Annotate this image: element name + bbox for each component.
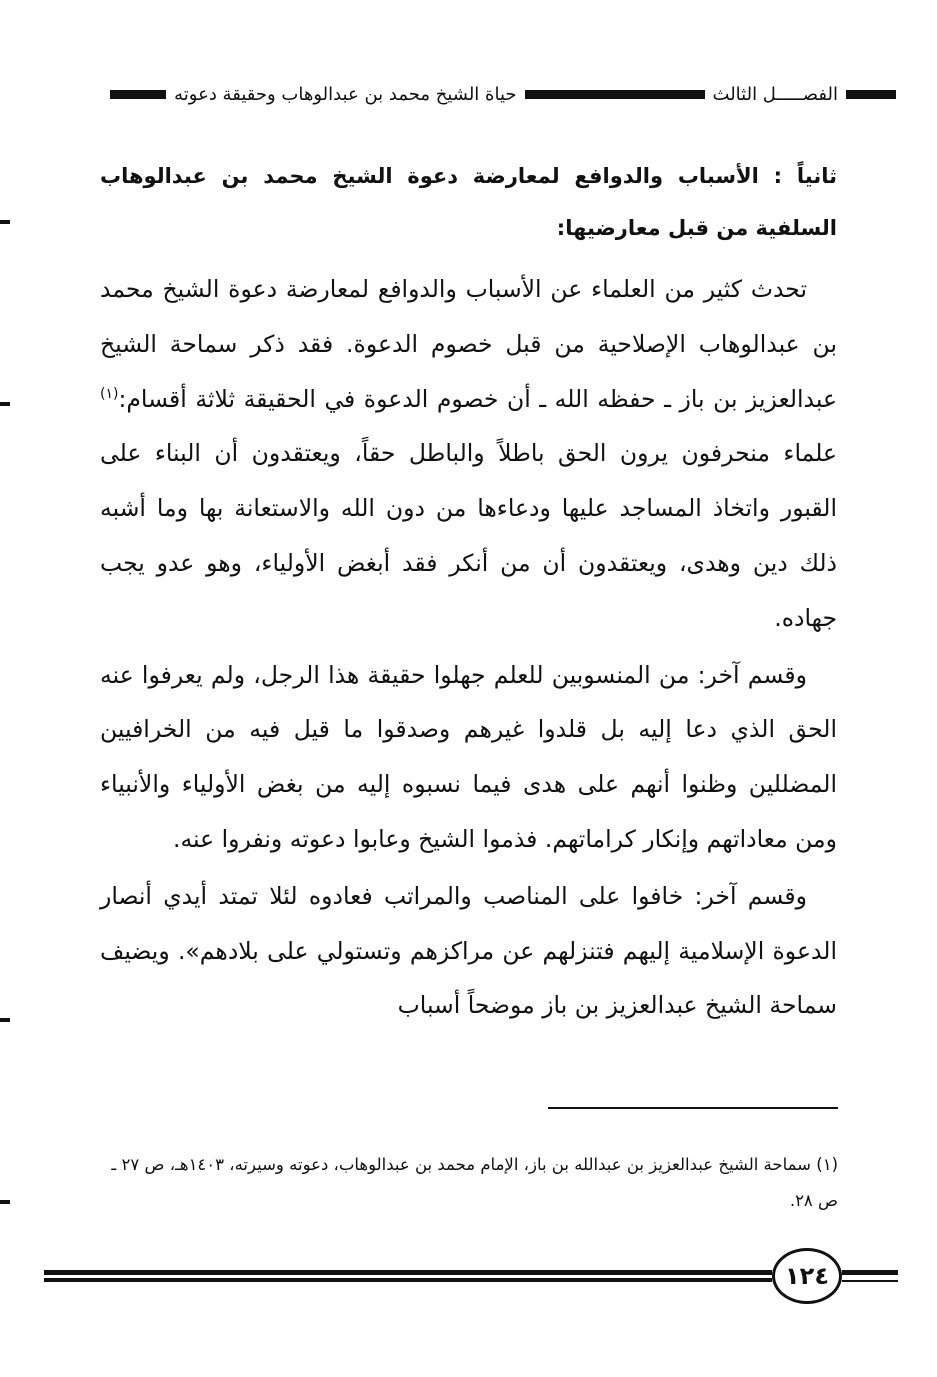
- running-header: [44, 78, 896, 110]
- margin-mark: [0, 402, 10, 406]
- margin-mark: [0, 1200, 10, 1204]
- footer-rule-left: [44, 1270, 772, 1282]
- page-footer: [44, 1248, 898, 1308]
- paragraph-1: [100, 262, 837, 646]
- margin-mark: [0, 1018, 10, 1022]
- footnote-separator: [548, 1107, 838, 1109]
- footnote-ref: (١): [100, 385, 119, 402]
- paragraph-1-lead: تحدث كثير من العلماء عن الأسباب والدوافع لمعارضة دعوة الشيخ محمد بن عبدالوهاب الإصلاحية من قبل خصوم الدعوة. فقد ذكر سماحة الشيخ عبدالعزيز بن باز ـ حفظه الله ـ أن خصوم الدعوة في الحقيقة ثلاثة أقسام:: [100, 275, 837, 413]
- header-bar-left: [110, 90, 166, 99]
- paragraph-3: وقسم آخر: خافوا على المناصب والمراتب فعادوه لئلا تمتد أيدي أنصار الدعوة الإسلامية إليهم فتنزلهم عن مراكزهم وتستولي على بلادهم». ويضيف سماحة الشيخ عبدالعزيز بن باز موضحاً أسباب: [100, 881, 837, 1020]
- section-heading: ثانياً : الأسباب والدوافع لمعارضة دعوة الشيخ محمد بن عبدالوهاب السلفية من قبل معارضيها:: [100, 164, 837, 240]
- footer-rule-right: [842, 1270, 898, 1282]
- header-chapter: الفصـــــل الثالث: [712, 83, 838, 105]
- margin-mark: [0, 220, 10, 224]
- header-book-title: حياة الشيخ محمد بن عبدالوهاب وحقيقة دعوته: [174, 83, 517, 105]
- header-bar-right: [846, 90, 896, 99]
- paragraph-1-rest: علماء منحرفون يرون الحق باطلاً والباطل حقاً، ويعتقدون أن البناء على القبور واتخاذ المساجد عليها ودعاءها من دون الله والاستعانة بها وما أشبه ذلك دين وهدى، ويعتقدون أن من أنكر فقد أبغض الأولياء، وهو عدو يجب جهاده.: [100, 439, 837, 632]
- main-text: [100, 150, 837, 1035]
- header-bar-middle: [525, 90, 705, 99]
- paragraph-2: وقسم آخر: من المنسوبين للعلم جهلوا حقيقة هذا الرجل، ولم يعرفوا عنه الحق الذي دعا إليه بل قلدوا غيرهم وصدقوا ما قيل فيه من الخرافيين المضللين وظنوا أنهم على هدى فيما نسبوه إليه من بغض الأولياء والأنبياء ومن معاداتهم وإنكار كراماتهم. فذموا الشيخ وعابوا دعوته ونفروا عنه.: [100, 660, 837, 853]
- footnote: (١) سماحة الشيخ عبدالعزيز بن عبدالله بن باز، الإمام محمد بن عبدالوهاب، دعوته وسيرته، ١٤٠٣هـ، ص ٢٧ ـ ص ٢٨.: [111, 1154, 838, 1210]
- page-number: ١٢٤: [772, 1248, 842, 1304]
